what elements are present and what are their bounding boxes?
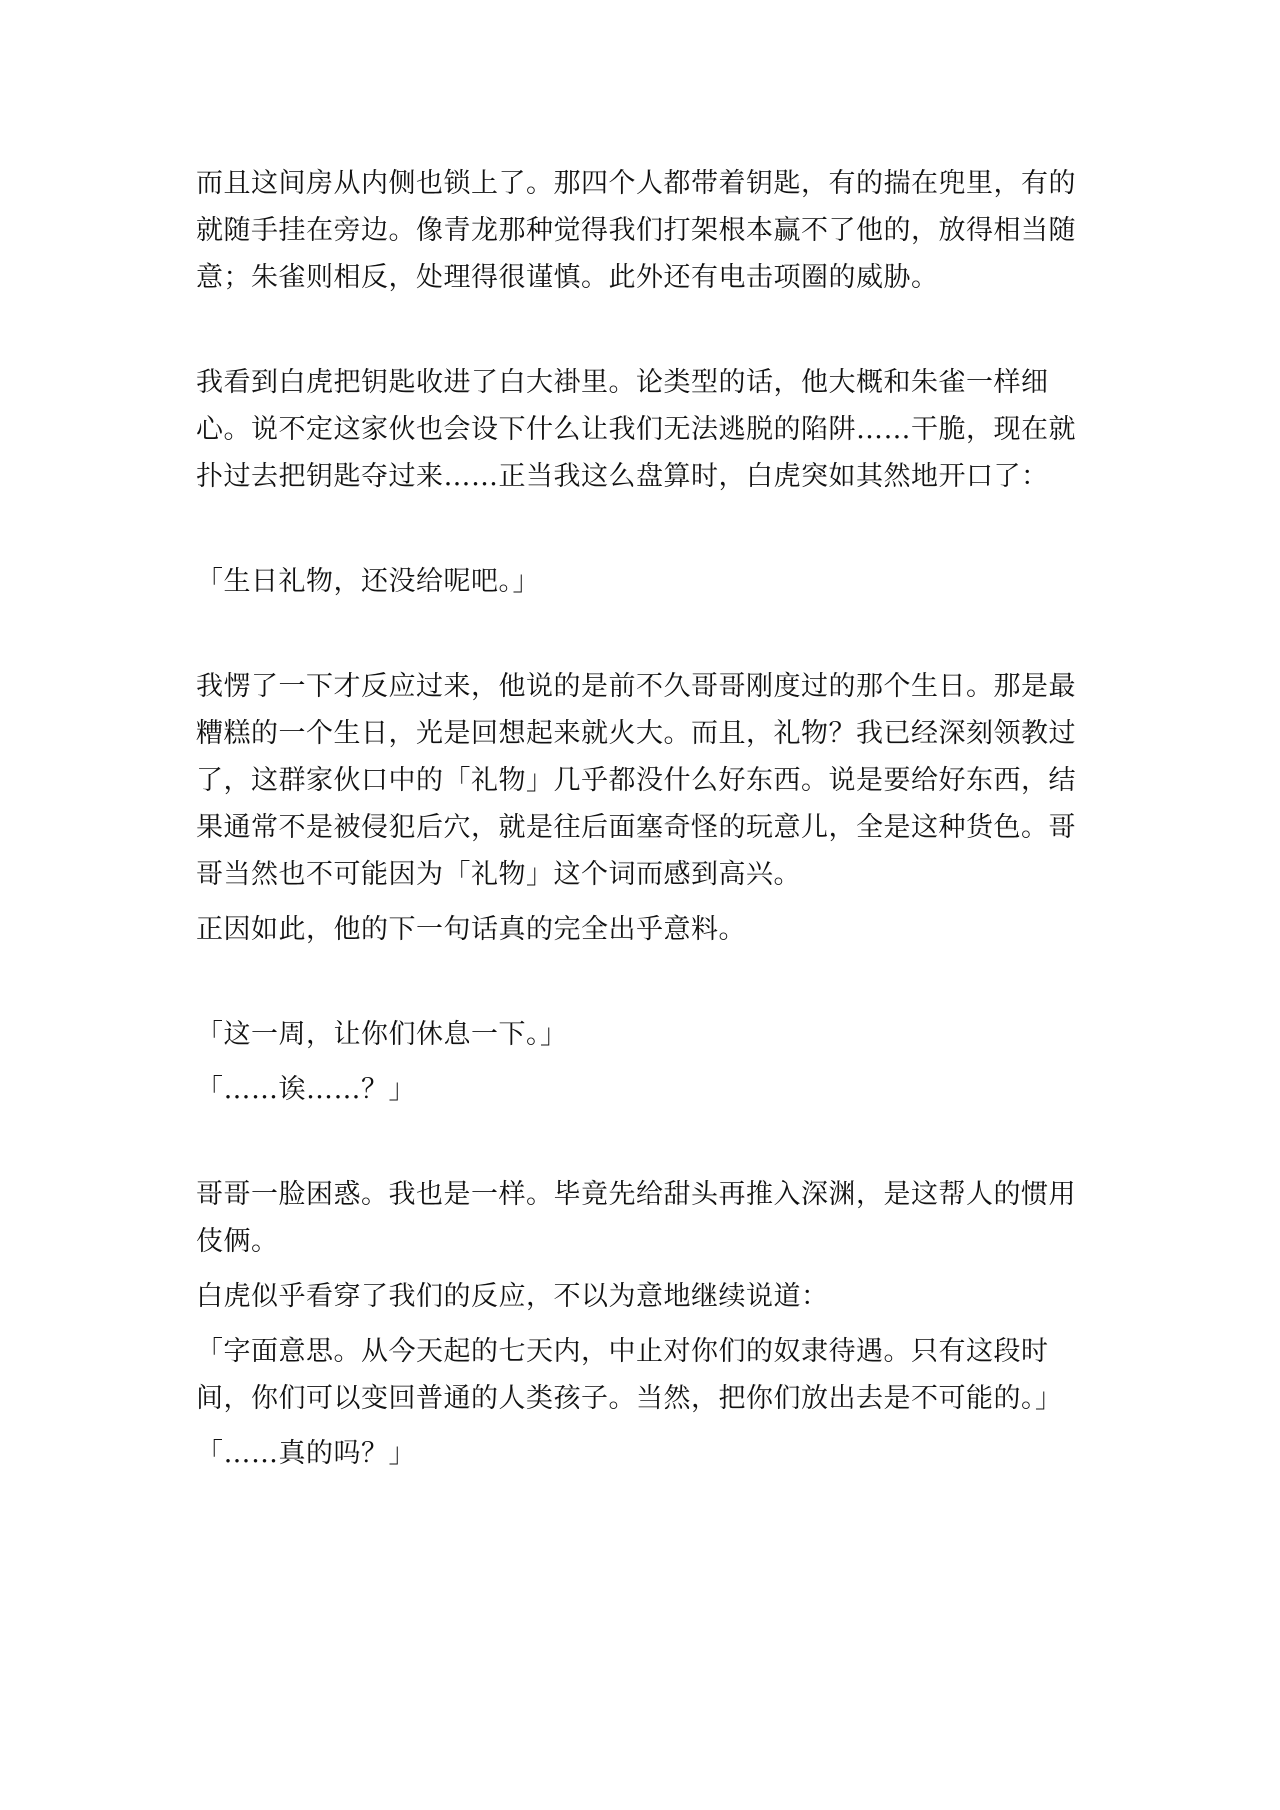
dialogue-2: 「这一周，让你们休息一下。」 xyxy=(196,1019,568,1050)
dialogue-4: 「字面意思。从今天起的七天内，中止对你们的奴隶待遇。只有这段时间，你们可以变回普通的人类孩子。当然，把你们放出去是不可能的。」 xyxy=(196,1336,1063,1414)
paragraph-5: 哥哥一脸困惑。我也是一样。毕竟先给甜头再推入深渊，是这帮人的惯用伎俩。 xyxy=(196,1179,1076,1257)
dialogue-1: 「生日礼物，还没给呢吧。」 xyxy=(196,566,540,597)
paragraph-3: 我愣了一下才反应过来，他说的是前不久哥哥刚度过的那个生日。那是最糟糕的一个生日，光是回想起来就火大。而且，礼物？我已经深刻领教过了，这群家伙口中的「礼物」几乎都没什么好东西。说是要给好东西，结果通常不是被侵犯后穴，就是往后面塞奇怪的玩意儿，全是这种货色。哥哥当然也不可能因为「礼物」这个词而感到高兴。 xyxy=(196,671,1076,890)
dialogue-5: 「……真的吗？」 xyxy=(196,1438,416,1469)
paragraph-1: 而且这间房从内侧也锁上了。那四个人都带着钥匙，有的揣在兜里，有的就随手挂在旁边。像青龙那种觉得我们打架根本赢不了他的，放得相当随意；朱雀则相反，处理得很谨慎。此外还有电击项圈的威胁。 xyxy=(196,168,1076,293)
dialogue-3: 「……诶……？」 xyxy=(196,1074,416,1105)
text-column xyxy=(196,160,1096,1477)
paragraph-6: 白虎似乎看穿了我们的反应，不以为意地继续说道： xyxy=(196,1281,829,1312)
paragraph-4: 正因如此，他的下一句话真的完全出乎意料。 xyxy=(196,914,746,945)
paragraph-2: 我看到白虎把钥匙收进了白大褂里。论类型的话，他大概和朱雀一样细心。说不定这家伙也会设下什么让我们无法逃脱的陷阱……干脆，现在就扑过去把钥匙夺过来……正当我这么盘算时，白虎突如其然地开口了： xyxy=(196,367,1076,492)
